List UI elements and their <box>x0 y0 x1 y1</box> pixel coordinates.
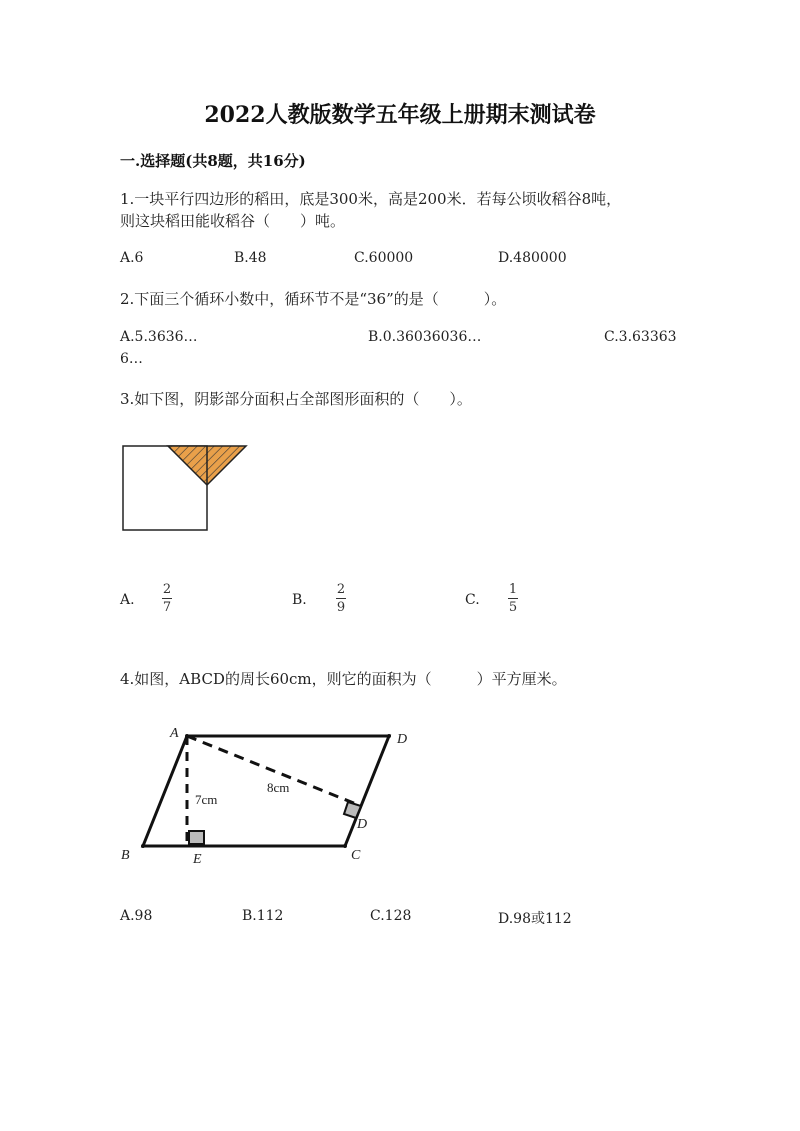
distance-label: 8cm <box>267 780 290 795</box>
section-heading: 一.选择题(共8题，共16分) <box>120 152 306 170</box>
q3-option-b-numerator: 2 <box>336 582 346 597</box>
q3-option-a-label: A. <box>120 592 135 608</box>
point-c-label: C <box>351 848 361 863</box>
q4-option-a: A.98 <box>120 908 153 924</box>
q3-option-c-fraction <box>508 582 518 615</box>
q3-stem: 3.如下图，阴影部分面积占全部图形面积的（ ）。 <box>120 390 472 408</box>
q1-option-d: D.480000 <box>498 250 567 266</box>
q4-option-c: C.128 <box>370 908 412 924</box>
q3-option-b-fraction <box>336 582 346 615</box>
q3-option-b-denominator: 9 <box>336 600 346 615</box>
point-d-top-label: D <box>397 732 408 747</box>
q3-option-b-label: B. <box>292 592 307 608</box>
q2-option-c-wrap: 6… <box>120 351 143 367</box>
q4-option-d: D.98或112 <box>498 911 572 927</box>
parallelogram-shape <box>143 736 389 846</box>
q2-option-b: B.0.36036036… <box>368 329 482 345</box>
q3-option-c-label: C. <box>465 592 480 608</box>
q2-stem: 2.下面三个循环小数中，循环节不是“36”的是（ ）。 <box>120 290 507 308</box>
right-angle-marker-e <box>189 831 204 844</box>
q3-option-a-numerator: 2 <box>162 582 172 597</box>
fraction-bar <box>508 598 518 599</box>
q1-option-c: C.60000 <box>354 250 414 266</box>
q3-option-c-numerator: 1 <box>508 582 518 597</box>
q3-option-a-fraction <box>162 582 172 615</box>
page-title: 2022人教版数学五年级上册期末测试卷 <box>204 102 596 128</box>
q3-option-c-denominator: 5 <box>508 600 518 615</box>
fraction-bar <box>162 598 172 599</box>
q4-option-b: B.112 <box>242 908 284 924</box>
point-e-label: E <box>193 852 202 867</box>
q2-option-a: A.5.3636… <box>120 329 198 345</box>
fraction-bar <box>336 598 346 599</box>
point-d-foot-label: D <box>357 817 368 832</box>
q1-option-b: B.48 <box>234 250 267 266</box>
q1-stem-line2: 则这块稻田能收稻谷（ ）吨。 <box>120 212 346 230</box>
point-a-label: A <box>170 726 179 741</box>
point-b-label: B <box>121 848 130 863</box>
q3-option-a-denominator: 7 <box>162 600 172 615</box>
q1-option-a: A.6 <box>120 250 144 266</box>
height-label: 7cm <box>195 792 218 807</box>
q1-stem-line1: 1.一块平行四边形的稻田，底是300米，高是200米．若每公顷收稻谷8吨， <box>120 190 622 208</box>
q4-stem: 4.如图，ABCD的周长60cm，则它的面积为（ ）平方厘米。 <box>120 670 567 688</box>
q2-option-c: C.3.63363 <box>604 329 677 345</box>
q3-figure <box>118 440 258 540</box>
q4-figure <box>115 722 425 872</box>
